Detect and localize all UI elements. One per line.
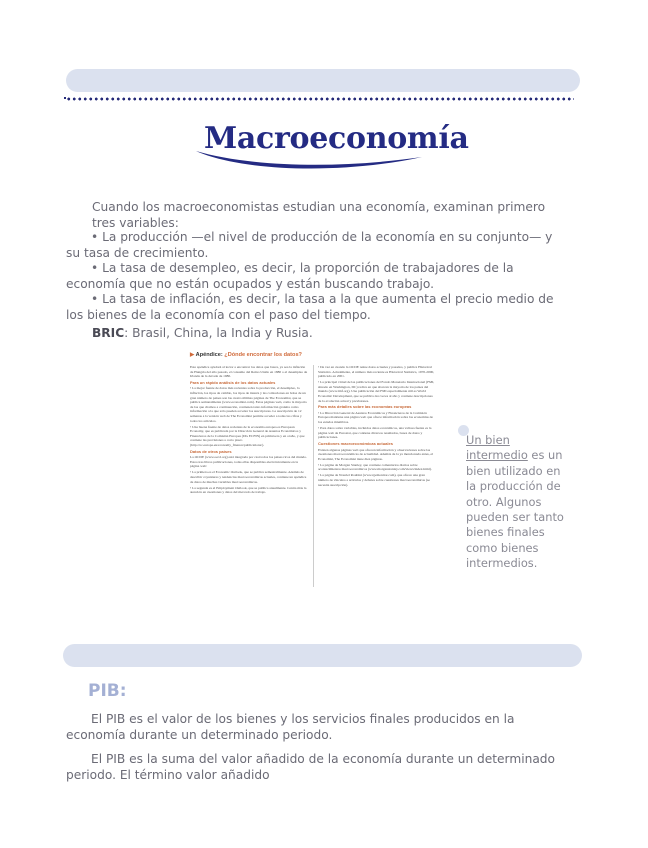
variables-list [66,230,556,324]
margin-note [466,433,564,572]
title-block [190,117,469,177]
appendix-section-title: Datos de otros países [190,448,232,454]
list-item [66,292,556,323]
page-title: Macroeconomía [204,121,469,156]
appendix-scan-image [188,352,440,588]
appendix-text: La OCDE (www.oecd.org) está integrada por casi todos los países ricos del mundo. Estos tres libros publicaciones, todas ellas disponibles electrónicamente en la página web: [190,455,307,469]
pib-paragraph [66,752,556,783]
triangle-icon: ▶ [190,352,195,358]
bullet-text: • La producción —el nivel de producción de la economía en su conjunto— y su tasa de crecimiento. [66,230,553,260]
top-banner-bar [66,69,580,92]
pib-text: El PIB es la suma del valor añadido de la economía durante un determinado periodo. El término valor añadido [66,752,555,782]
pib-paragraph [66,712,556,743]
bric-label: BRIC [92,326,125,340]
appendix-text: • Una buena fuente de datos recientes de la economía europea es European Economy, que es publicada por la Dirección General de Asuntos Económicos y Financieros de la Comisión Europea (DG ECFIN) en primavera y en otoño, y que contiene las previsiones a corto plazo (http://ec.europa.eu/economy_finance/publications/). [190,424,305,447]
appendix-subheading: ¿Dónde encontrar los datos? [224,352,302,358]
appendix-section-title: Para más detalles sobre las economías europeas [318,404,412,410]
appendix-section-title: Cuestiones macroeconómicas actuales [318,440,393,446]
section-banner-bar [63,644,582,667]
pib-heading: PIB: [88,681,127,701]
appendix-text: • La Dirección General de Asuntos Económicos y Financieros de la Comisión Europea mantiene una página web que ofrece información sobre las economías de los estados miembros. [318,410,433,425]
appendix-text: • La página de Nouriel Roubini (www.rgemonitor.com), que ofrece una gran número de vínculos a artículos y debates sobre cuestiones macroeconómicas (se necesita suscripción). [318,473,430,487]
appendix-text: Existen algunas páginas web que ofrecen información y observaciones sobre las cuestiones macroeconómicas de actualidad. Además de la ya mencionada antes, el Economist, The Economist tiene diez páginas. [318,447,434,461]
appendix-heading-label: Apéndice: [195,352,223,358]
list-item [66,230,556,261]
appendix-text: • Para datos sobre variables, incluidos datos económicos, una valiosa fuente es la página web de Eurostat, que contiene diversos resultados, bases de datos y publicaciones. [318,426,432,440]
appendix-text: • La segunda es el Employment Outlook, que se publica anualmente. Centra más la atención en cuestiones y datos del mercado de trabajo. [190,485,307,495]
appendix-left-column [190,365,308,496]
appendix-heading [190,352,302,358]
note-term-link[interactable]: Un bien intermedio [466,433,528,463]
appendix-text: • La principal virtud de las publicaciones del Fondo Monetario Internacional (FMI, situado en Washington, DC) radica en que abarcan la mayoría de los países del mundo (www.imf.org). Una publicación del FMI especialmente útil es World Economic Development, que se publica dos veces al año y contiene descripciones de la evolución actual y previsiones. [318,380,435,403]
appendix-text: Este apéndice ayudará al lector a encontrar los datos que busca, ya sea la inflación de Hungría del año pasado, el consumo del Reino Unido en 1880 o el desempleo de Irlanda de la década de 1980. [190,365,308,379]
intro-paragraph: Cuando los macroeconomistas estudian una economía, examinan primero tres variables: [92,200,546,230]
appendix-right-column [318,365,436,489]
pib-text: El PIB es el valor de los bienes y los servicios finales producidos en la economía durante un determinado periodo. [66,712,515,742]
bullet-text: • La tasa de desempleo, es decir, la proporción de trabajadores de la economía que no están ocupados y están buscando trabajo. [66,261,514,291]
appendix-text: • La primera es el Economic Outlook, que se publica semestralmente. Además de describir coyunturas y tendencias macroeconómicas actuales, contiene un apéndice de datos de muchas variables macroeconómicas. [190,470,307,484]
dotted-divider [66,96,574,102]
note-text: es un bien utilizado en la producción de otro. Algunos pueden ser tanto bienes finales como bienes intermedios. [466,448,564,571]
appendix-text: • La mejor fuente de datos más recientes sobre la producción, el desempleo, la inflación, los tipos de cambio, los tipos de interés y las cotizaciones en bolsa de un gran número de países son las cuatro últimas páginas de The Economist, que se publica semanalmente (www.economist.com). Estas páginas web, como la mayoría de las que citamos a continuación, contienen tanto información gratuita como información a la que sólo pueden acceder los suscriptores. La suscripción de 12 semanas a la versión web de The Economist permite acceder a todas las cifras y todos los artículos. [190,386,307,423]
bric-paragraph [92,326,562,342]
bric-text: : Brasil, China, la India y Rusia. [124,326,313,340]
list-item [66,261,556,292]
appendix-text: • La página de Morgan Stanley, que contiene comentarios diarios sobre acontecimientos macroeconómicos (www.morganstanley.com/views/index.html). [318,462,432,472]
column-divider [313,365,314,587]
appendix-text: • De vez en cuando la OCDE reúne datos actuales y pasados, y publica Historical Statistics. Actualmente, el número más reciente es Historical Statistics, 1970-2000, publicado en 2001. [318,365,435,379]
bullet-text: • La tasa de inflación, es decir, la tasa a la que aumenta el precio medio de los bienes de la economía con el paso del tiempo. [66,292,554,322]
appendix-section-title: Para un rápido análisis de los datos actuales [190,379,276,385]
